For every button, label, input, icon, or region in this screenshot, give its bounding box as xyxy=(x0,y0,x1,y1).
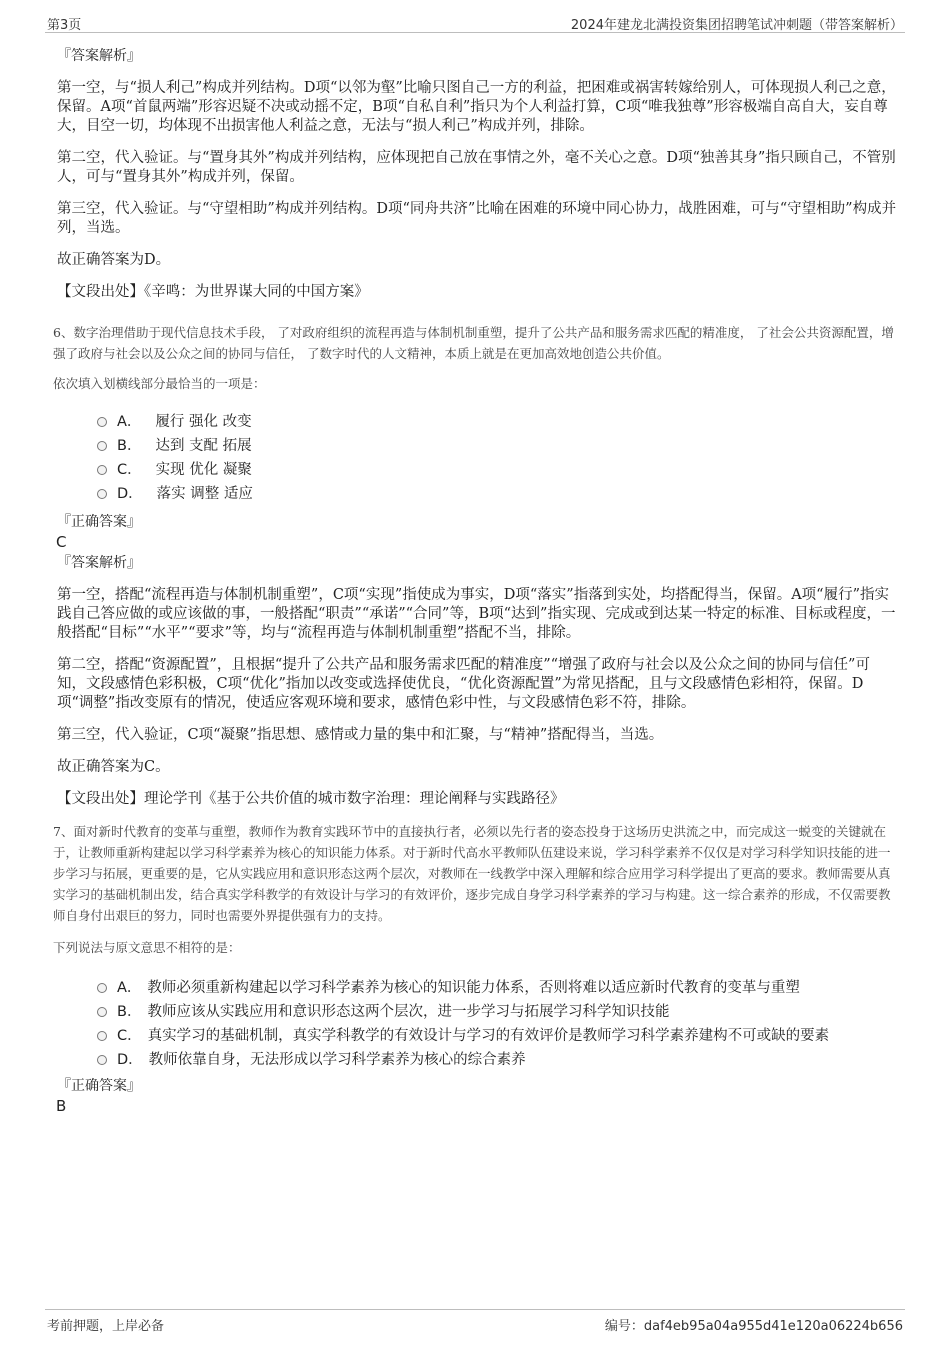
option-text: 教师应该从实践应用和意识形态这两个层次，进一步学习与拓展学习科学知识技能 xyxy=(147,1004,670,1020)
radio-button-icon[interactable] xyxy=(97,417,107,427)
correct-answer: C xyxy=(56,533,67,551)
option-letter: A． xyxy=(117,414,142,430)
source-citation: 【文段出处】理论学刊《基于公共价值的城市数字治理：理论阐释与实践路径》 xyxy=(57,791,565,807)
analysis-paragraph: 第一空，与“损人利己”构成并列结构。D项“以邻为壑”比喻只图自己一方的利益，把困难或祸害转嫁给别人，可体现损人利己之意，保留。A项“首鼠两端”形容迟疑不决或动摇不定，B项“自私自利”指只为个人利益打算，C项“唯我独尊”形容极端自高自大，妄自尊大，目空一切，均体现不出损害他人利益之意，无法与“损人利己”构成并列，排除。 xyxy=(57,80,896,134)
option-letter: C． xyxy=(117,462,142,478)
radio-button-icon[interactable] xyxy=(97,1007,107,1017)
option-letter: C． xyxy=(117,1028,142,1044)
q5-analysis-section xyxy=(57,46,897,302)
page-header xyxy=(45,12,905,33)
document-body xyxy=(53,46,897,1116)
option-text: 达到 支配 拓展 xyxy=(155,438,252,454)
question-stem: 7、面对新时代教育的变革与重塑，教师作为教育实践环节中的直接执行者，必须以先行者的姿态投身于这场历史洪流之中，而完成这一蜕变的关键就在于，让教师重新构建起以学习科学素养为核心的知识能力体系。对于新时代高水平教师队伍建设来说，学习科学素养不仅仅是对学习科学知识技能的进一步学习与拓展，更重要的是，它从实践应用和意识形态这两个层次，对教师在一线教学中深入理解和综合应用学习科学提出了更高的要求。教师需要从真实学习的基础机制出发，结合真实学科教学的有效设计与学习的有效评价，逐步完成自身学习科学素养的学习与构建。这一综合素养的形成，不仅需要教师自身付出艰巨的努力，同时也需要外界提供强有力的支持。 xyxy=(53,824,891,923)
footer-slogan: 考前押题，上岸必备 xyxy=(47,1319,165,1334)
option-text: 履行 强化 改变 xyxy=(155,414,252,430)
analysis-paragraph: 第三空，代入验证，C项“凝聚”指思想、感情或力量的集中和汇聚，与“精神”搭配得当，当选。 xyxy=(57,727,664,743)
option-a[interactable] xyxy=(57,410,897,434)
radio-button-icon[interactable] xyxy=(97,1055,107,1065)
option-d[interactable] xyxy=(57,1048,897,1072)
radio-button-icon[interactable] xyxy=(97,441,107,451)
question-6 xyxy=(53,322,897,809)
question-prompt: 下列说法与原文意思不相符的是： xyxy=(53,940,241,955)
option-text: 真实学习的基础机制，真实学科教学的有效设计与学习的有效评价是教师学习科学素养建构不可或缺的要素 xyxy=(147,1028,830,1044)
option-c[interactable] xyxy=(57,1024,897,1048)
option-list xyxy=(57,410,897,506)
option-text: 实现 优化 凝聚 xyxy=(155,462,252,478)
analysis-paragraph: 第三空，代入验证。与“守望相助”构成并列结构。D项“同舟共济”比喻在困难的环境中同心协力，战胜困难，可与“守望相助”构成并列，当选。 xyxy=(57,201,897,236)
option-text: 教师必须重新构建起以学习科学素养为核心的知识能力体系，否则将难以适应新时代教育的变革与重塑 xyxy=(147,980,800,996)
option-a[interactable] xyxy=(57,976,897,1000)
option-c[interactable] xyxy=(57,458,897,482)
page-footer xyxy=(45,1309,905,1332)
analysis-label: 『答案解析』 xyxy=(57,555,141,571)
analysis-paragraph: 第二空，代入验证。与“置身其外”构成并列结构，应体现把自己放在事情之外，毫不关心之意。D项“独善其身”指只顾自己，不管别人，可与“置身其外”构成并列，保留。 xyxy=(57,150,896,185)
correct-answer: B xyxy=(56,1097,67,1115)
source-citation: 【文段出处】《辛鸣：为世界谋大同的中国方案》 xyxy=(57,284,369,300)
code-label: 编号： xyxy=(604,1319,644,1334)
answer-label: 『正确答案』 xyxy=(57,514,141,530)
option-text: 落实 调整 适应 xyxy=(156,486,253,502)
analysis-paragraph: 第一空，搭配“流程再造与体制机制重塑”，C项“实现”指使成为事实，D项“落实”指落到实处，均搭配得当，保留。A项“履行”指实践自己答应做的或应该做的事，一般搭配“职责”“承诺”“合同”等，B项“达到”指实现、完成或到达某一特定的标准、目标或程度，一般搭配“目标”“水平”“要求”等，均与“流程再造与体制机制重塑”搭配不当，排除。 xyxy=(57,587,896,641)
option-b[interactable] xyxy=(57,1000,897,1024)
radio-button-icon[interactable] xyxy=(97,489,107,499)
option-letter: B． xyxy=(117,438,142,454)
radio-button-icon[interactable] xyxy=(97,983,107,993)
analysis-label: 『答案解析』 xyxy=(57,48,141,64)
analysis-conclusion: 故正确答案为C。 xyxy=(57,759,170,775)
answer-label: 『正确答案』 xyxy=(57,1078,141,1094)
document-code xyxy=(605,1315,903,1334)
document-title: 2024年建龙北满投资集团招聘笔试冲刺题（带答案解析） xyxy=(570,18,903,33)
radio-button-icon[interactable] xyxy=(97,465,107,475)
page-number: 第3页 xyxy=(47,18,82,33)
option-letter: D． xyxy=(117,486,143,502)
code-value: daf4eb95a04a955d41e120a06224b656 xyxy=(643,1319,903,1334)
analysis-conclusion: 故正确答案为D。 xyxy=(57,252,171,268)
analysis-paragraph: 第二空，搭配“资源配置”，且根据“提升了公共产品和服务需求匹配的精准度”“增强了政府与社会以及公众之间的协同与信任”可知，文段感情色彩积极，C项“优化”指加以改变或选择使优良，“优化资源配置”为常见搭配，且与文段感情色彩相符，保留。D项“调整”指改变原有的情况，使适应客观环境和要求，感情色彩中性，与文段感情色彩不符，排除。 xyxy=(57,657,870,711)
option-letter: B． xyxy=(117,1004,142,1020)
option-letter: D． xyxy=(117,1052,143,1068)
option-b[interactable] xyxy=(57,434,897,458)
option-list xyxy=(57,976,897,1072)
question-prompt: 依次填入划横线部分最恰当的一项是： xyxy=(53,376,266,391)
question-7 xyxy=(53,821,897,1116)
question-stem: 6、数字治理借助于现代信息技术手段， 了对政府组织的流程再造与体制机制重塑，提升了公共产品和服务需求匹配的精准度， 了社会公共资源配置，增强了政府与社会以及公众之间的协同与信任， 了数字时代的人文精神，本质上就是在更加高效地创造公共价值。 xyxy=(53,325,894,361)
radio-button-icon[interactable] xyxy=(97,1031,107,1041)
option-text: 教师依靠自身，无法形成以学习科学素养为核心的综合素养 xyxy=(148,1052,526,1068)
option-d[interactable] xyxy=(57,482,897,506)
option-letter: A． xyxy=(117,980,142,996)
